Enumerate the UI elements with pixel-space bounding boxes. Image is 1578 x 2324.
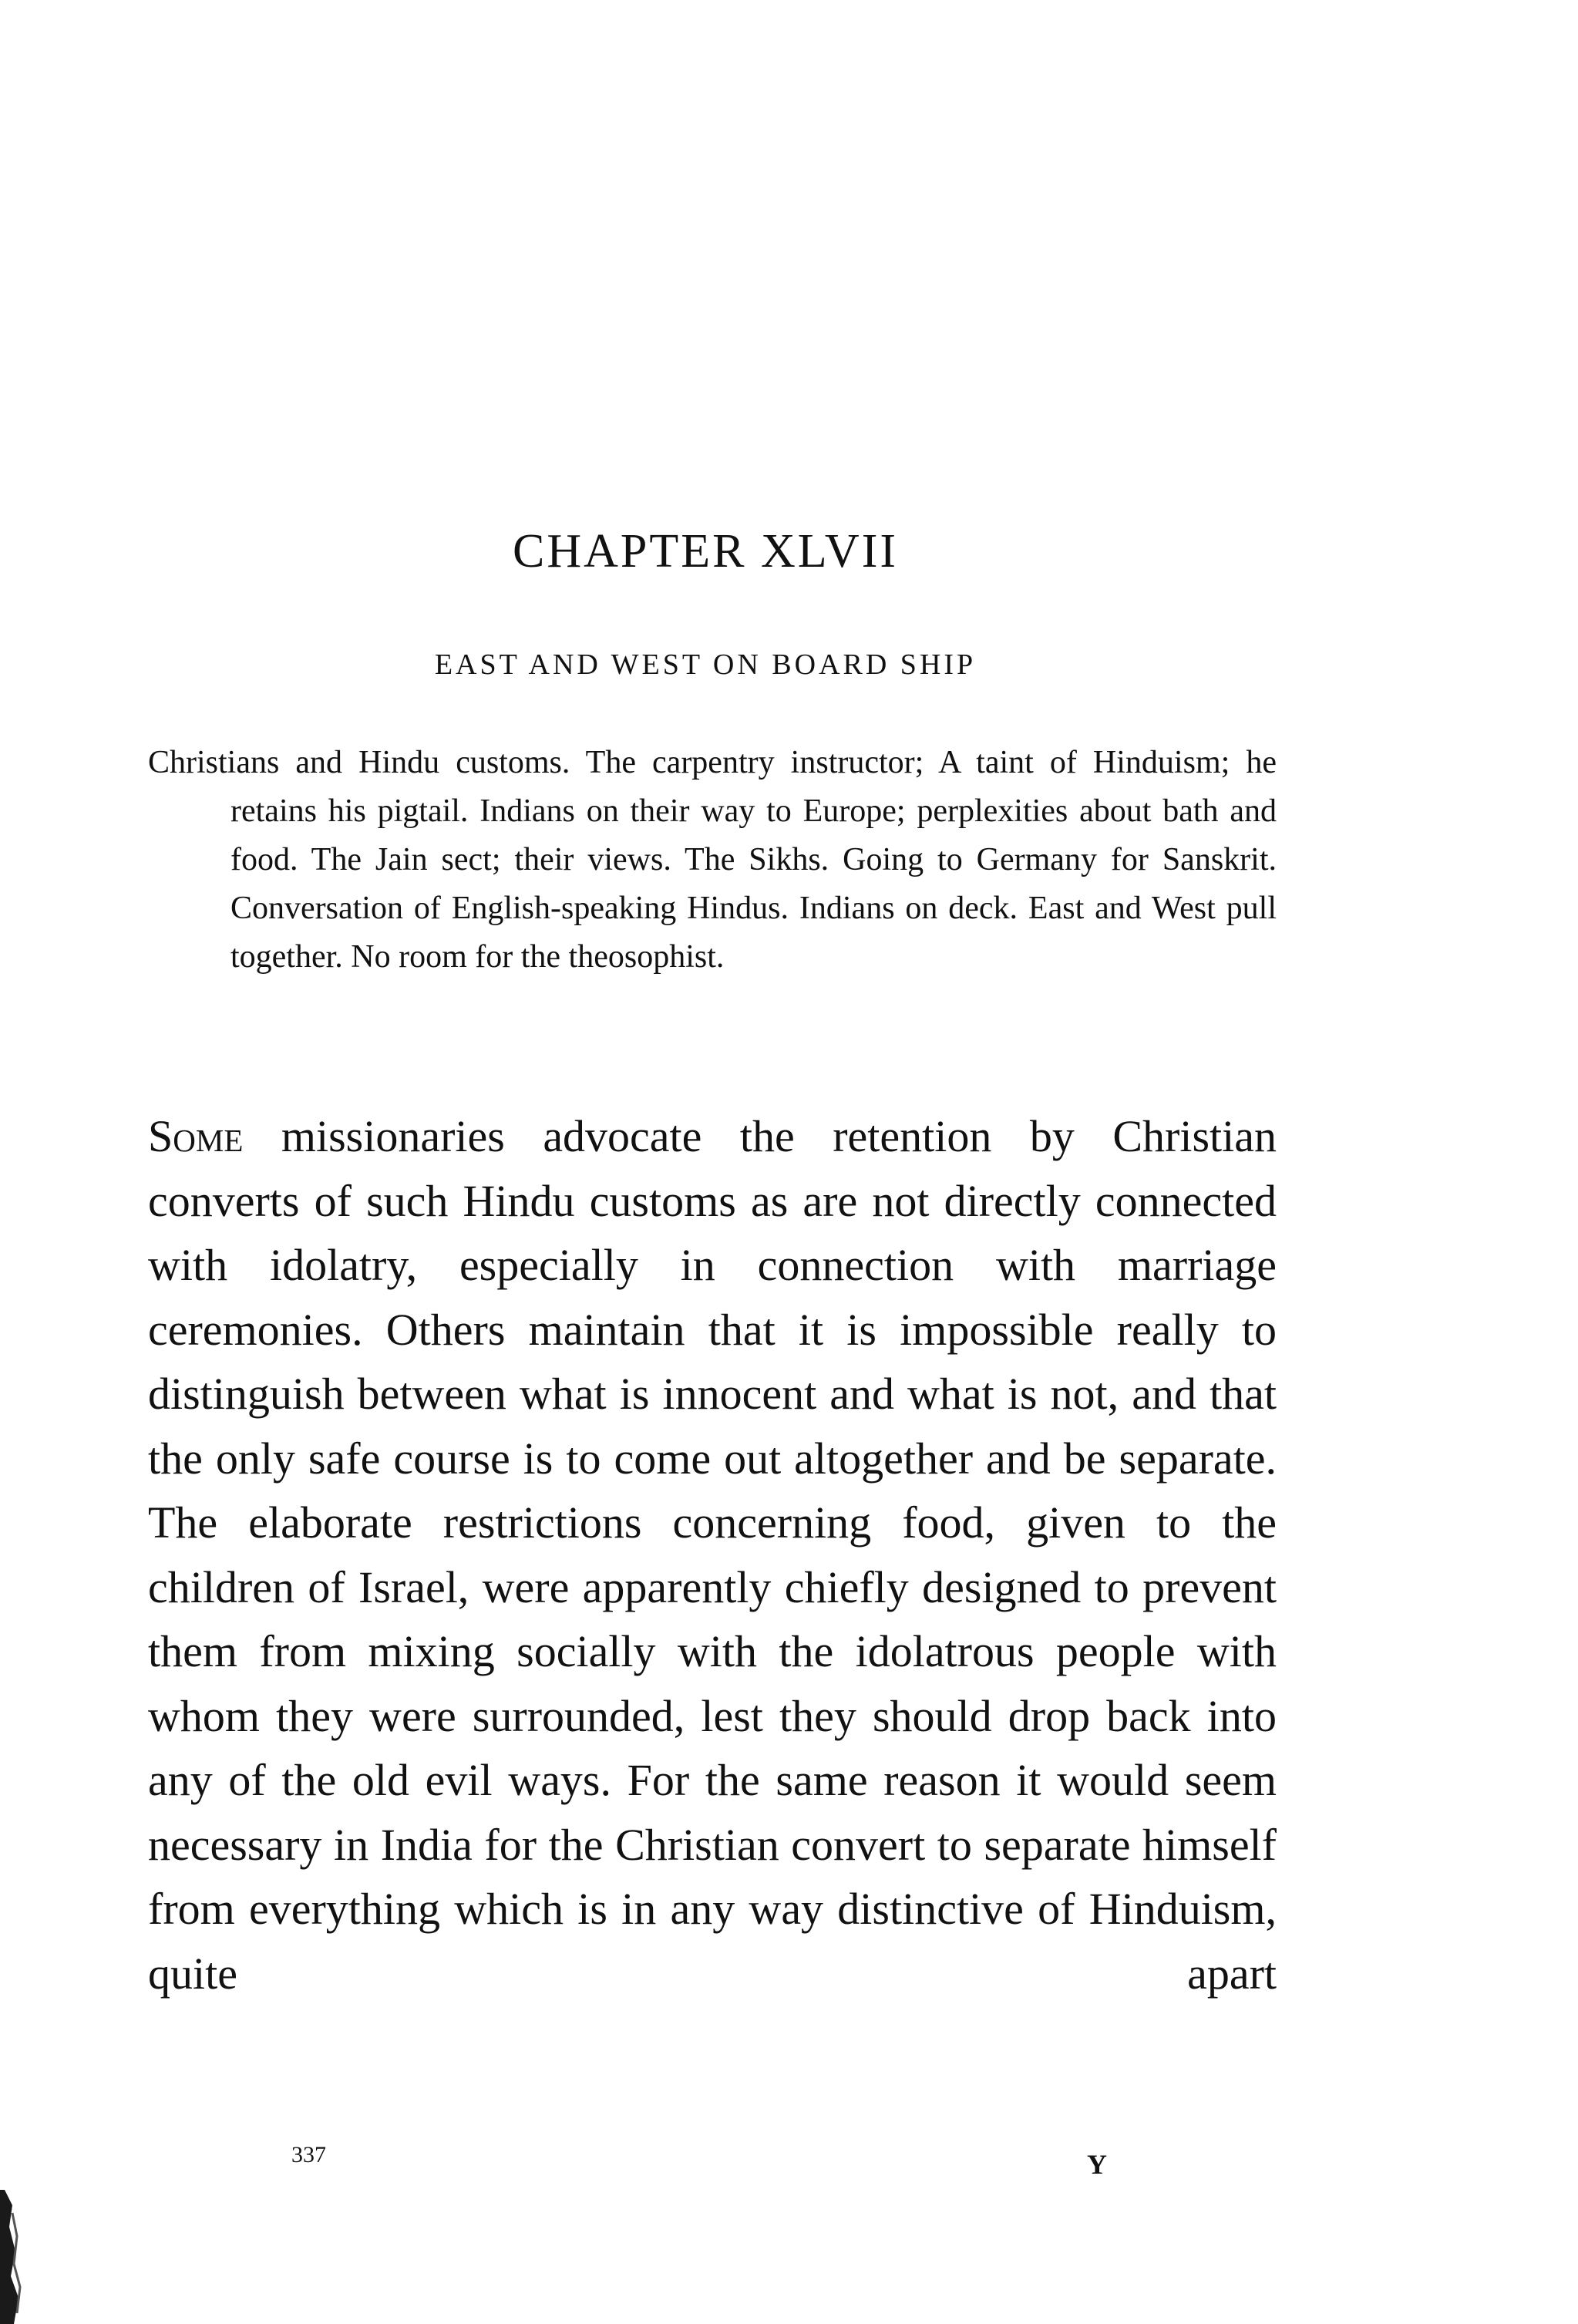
body-paragraph [148,1104,1277,2006]
chapter-synopsis: Christians and Hindu customs. The carpentry instructor; A taint of Hinduism; he retains his pigtail. Indians on their way to Europe; perplexities about bath and food. The Jain sect; their views. The Sikhs. Going to Germany for Sanskrit. Conversation of English-speaking Hindus. Indians on deck. East and West pull together. No room for the theosophist. [148,745,1277,975]
chapter-subtitle: EAST AND WEST ON BOARD SHIP [434,648,977,681]
page-number: 337 [291,2142,326,2167]
body-text: missionaries advocate the retention by Christian converts of such Hindu customs as are not directly connected with idolatry, especially in connection with marriage ceremonies. Others maintain that it is impossible really to distinguish between what is innocent and what is not, and that the only safe course is to come out altogether and be separate. The elaborate restrictions concerning food, given to the children of Israel, were apparently chiefly designed to prevent them from mixing socially with the idolatrous people with whom they were surrounded, lest they should drop back into any of the old evil ways. For the same reason it would seem necessary in India for the Christian convert to separate himself from everything which is in any way distinctive of Hinduism, quite apart [148,1111,1277,1999]
binding-edge-shadow [0,2190,26,2324]
body-first-word: Some [148,1111,244,1161]
chapter-title: CHAPTER XLVII [512,525,898,578]
signature-mark: Y [1087,2149,1107,2180]
